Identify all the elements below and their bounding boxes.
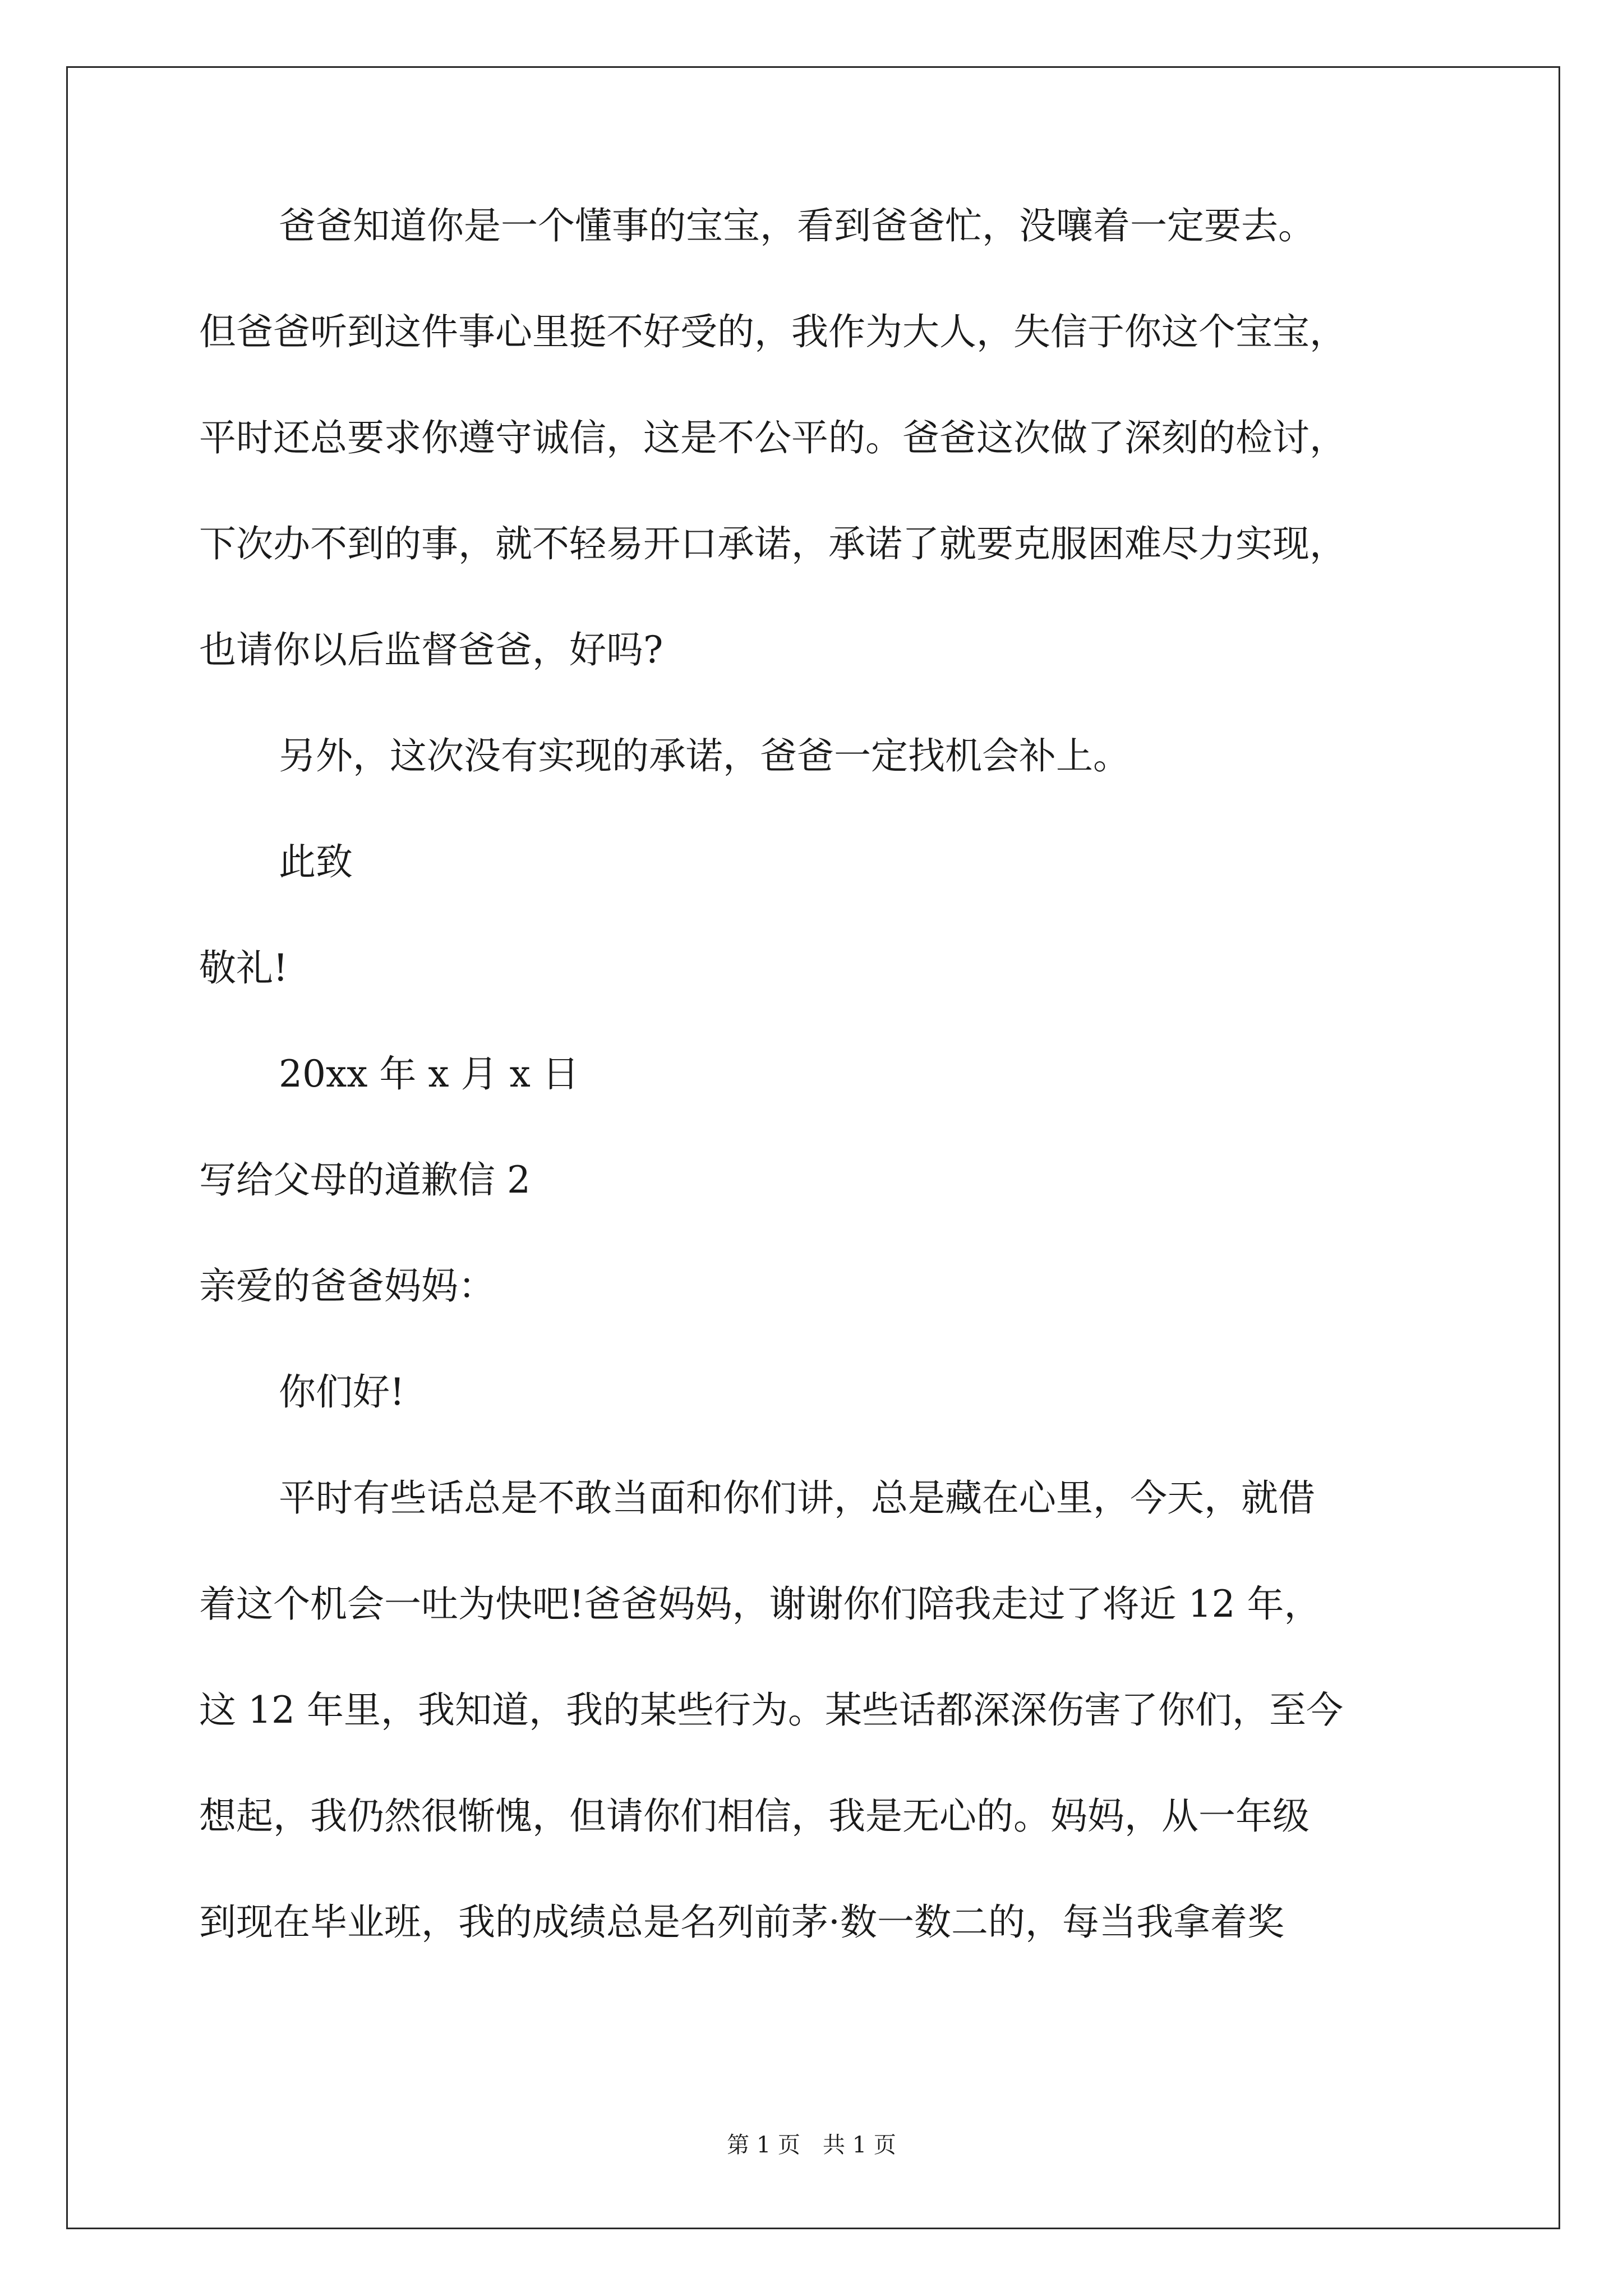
closing-regards: 敬礼! — [199, 946, 288, 990]
letter-hello: 你们好! — [279, 1370, 405, 1414]
paragraph-line: 到现在毕业班，我的成绩总是名列前茅·数一数二的，每当我拿着奖 — [199, 1901, 1284, 1944]
paragraph-line: 平时还总要求你遵守诚信，这是不公平的。爸爸这次做了深刻的检讨， — [199, 416, 1347, 459]
paragraph-line: 另外，这次没有实现的承诺，爸爸一定找机会补上。 — [279, 734, 1130, 777]
page-total: 共 1 页 — [823, 2132, 896, 2158]
paragraph-line: 也请你以后监督爸爸，好吗? — [199, 628, 663, 671]
section-heading: 写给父母的道歉信 2 — [199, 1158, 531, 1202]
letter-date: 20xx 年 x 月 x 日 — [279, 1052, 579, 1096]
paragraph-line: 着这个机会一吐为快吧!爸爸妈妈，谢谢你们陪我走过了将近 12 年， — [199, 1582, 1321, 1626]
page-footer — [0, 2134, 1623, 2156]
document-body — [199, 204, 1433, 2010]
paragraph-line: 爸爸知道你是一个懂事的宝宝，看到爸爸忙，没嚷着一定要去。 — [279, 204, 1315, 247]
paragraph-line: 下次办不到的事，就不轻易开口承诺，承诺了就要克服困难尽力实现， — [199, 522, 1347, 565]
paragraph-line: 但爸爸听到这件事心里挺不好受的，我作为大人，失信于你这个宝宝， — [199, 310, 1347, 353]
closing-salutation: 此致 — [279, 840, 353, 884]
paragraph-line: 平时有些话总是不敢当面和你们讲，总是藏在心里，今天，就借 — [279, 1476, 1315, 1520]
letter-greeting: 亲爱的爸爸妈妈： — [199, 1264, 495, 1308]
paragraph-line: 想起，我仍然很惭愧，但请你们相信，我是无心的。妈妈，从一年级 — [199, 1795, 1310, 1838]
page-number: 第 1 页 — [727, 2132, 800, 2158]
paragraph-line: 这 12 年里，我知道，我的某些行为。某些话都深深伤害了你们，至今 — [199, 1688, 1343, 1732]
